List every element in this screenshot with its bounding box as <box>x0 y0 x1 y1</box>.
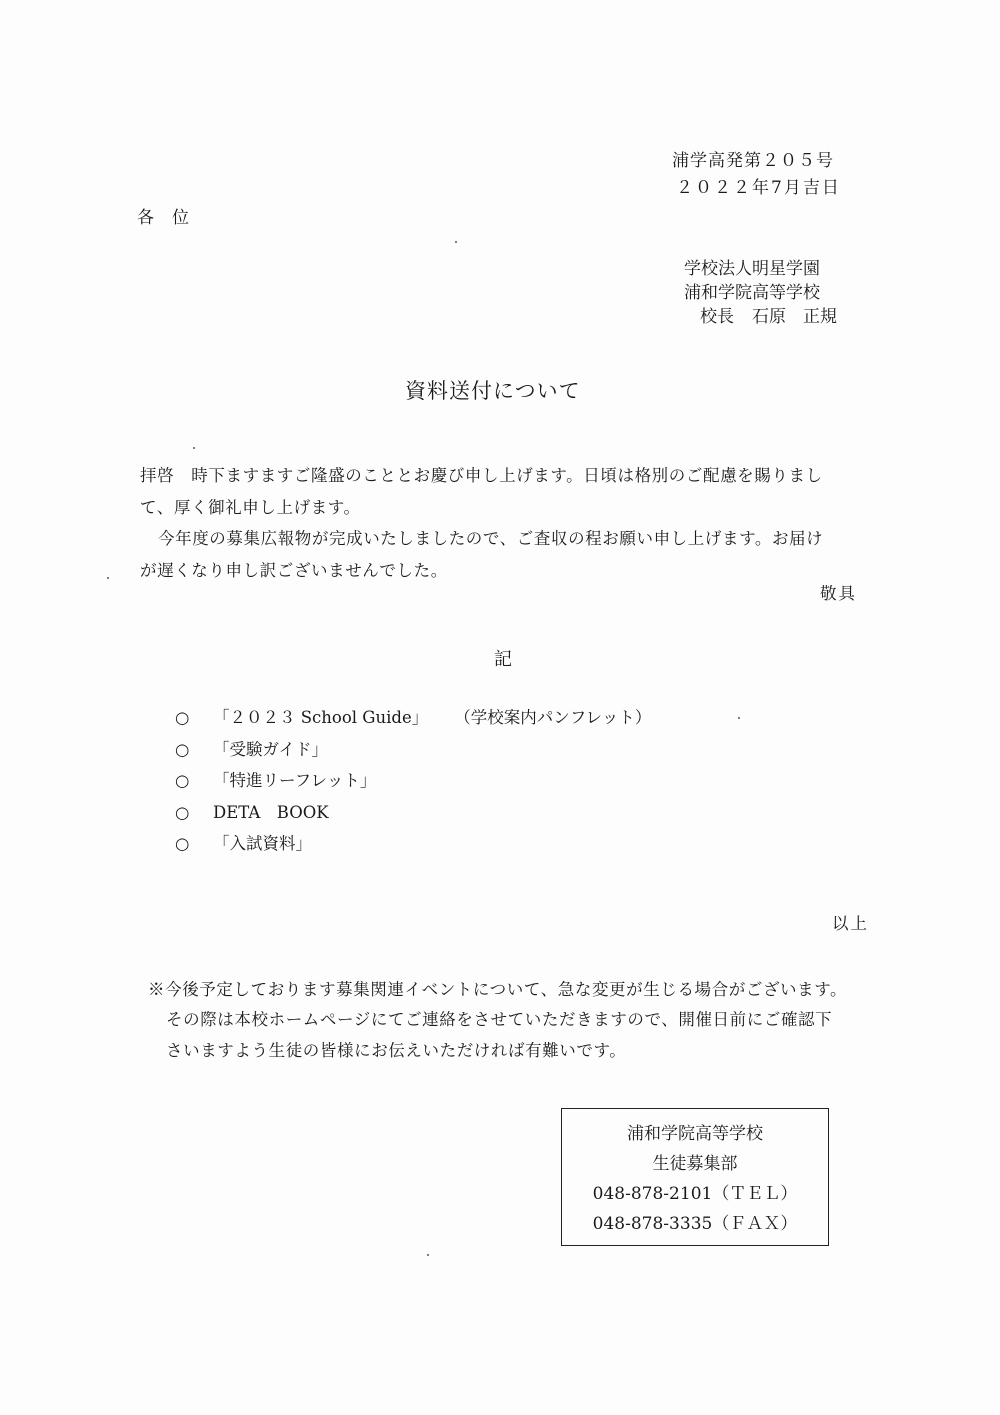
list-item <box>175 797 651 829</box>
item-note: （学校案内パンフレット） <box>454 708 652 727</box>
closing-keigu: 敬具 <box>820 584 857 603</box>
item-label: 「入試資料」 <box>213 834 312 853</box>
item-label: DETA BOOK <box>213 802 329 822</box>
closing-ijo: 以上 <box>832 914 869 933</box>
item-label: 「２０２３ School Guide」 <box>213 708 429 727</box>
list-item <box>175 734 651 766</box>
document-title: 資料送付について <box>405 379 581 403</box>
ki-heading: 記 <box>494 649 512 670</box>
sender-principal <box>700 302 837 327</box>
body-line-2: て、厚く御礼申し上げます。 <box>140 498 361 517</box>
contact-box <box>561 1108 829 1246</box>
item-label: 「受験ガイド」 <box>213 739 329 759</box>
item-label: 「特進リーフレット」 <box>213 771 377 790</box>
sender-name: 石原 正規 <box>752 307 837 327</box>
sender-organization: 学校法人明星学園 <box>684 259 820 279</box>
document-number: 浦学高発第２０５号 <box>672 151 834 171</box>
scan-speck <box>738 717 740 719</box>
list-item <box>175 702 651 734</box>
circle-marker: ○ <box>175 834 190 853</box>
notice-line-1: ※今後予定しております募集関連イベントについて、急な変更が生じる場合がございます。 <box>148 980 848 999</box>
contact-tel: 048-878-2101（ＴＥＬ） <box>592 1184 798 1204</box>
enclosure-list <box>175 702 651 860</box>
document-date: ２０２２年7月吉日 <box>676 178 841 198</box>
notice-line-3: さいますよう生徒の皆様にお伝えいただければ有難いです。 <box>166 1041 627 1060</box>
recipient: 各位 <box>137 208 207 228</box>
body-line-4: が遅くなり申し訳ございませんでした。 <box>140 561 448 580</box>
sender-title: 校長 <box>700 307 734 327</box>
circle-marker: ○ <box>175 739 190 759</box>
contact-school: 浦和学院高等学校 <box>627 1124 763 1144</box>
contact-department: 生徒募集部 <box>652 1154 738 1174</box>
list-item <box>175 828 651 860</box>
circle-marker: ○ <box>175 708 190 727</box>
notice-line-2: その際は本校ホームページにてご連絡をさせていただきますので、開催日前にご確認下 <box>166 1010 833 1029</box>
circle-marker: ○ <box>175 771 190 790</box>
scan-speck <box>107 577 109 579</box>
sender-school: 浦和学院高等学校 <box>684 283 820 303</box>
scan-speck <box>455 241 457 243</box>
body-line-1: 拝啓 時下ますますご隆盛のこととお慶び申し上げます。日頃は格別のご配慮を賜りまし <box>140 466 823 485</box>
scan-speck <box>427 1254 429 1256</box>
scan-speck <box>193 447 195 449</box>
list-item <box>175 765 651 797</box>
body-line-3: 今年度の募集広報物が完成いたしましたので、ご査収の程お願い申し上げます。お届け <box>158 529 824 548</box>
circle-marker: ○ <box>175 802 190 822</box>
contact-fax: 048-878-3335（ＦＡＸ） <box>592 1214 798 1234</box>
